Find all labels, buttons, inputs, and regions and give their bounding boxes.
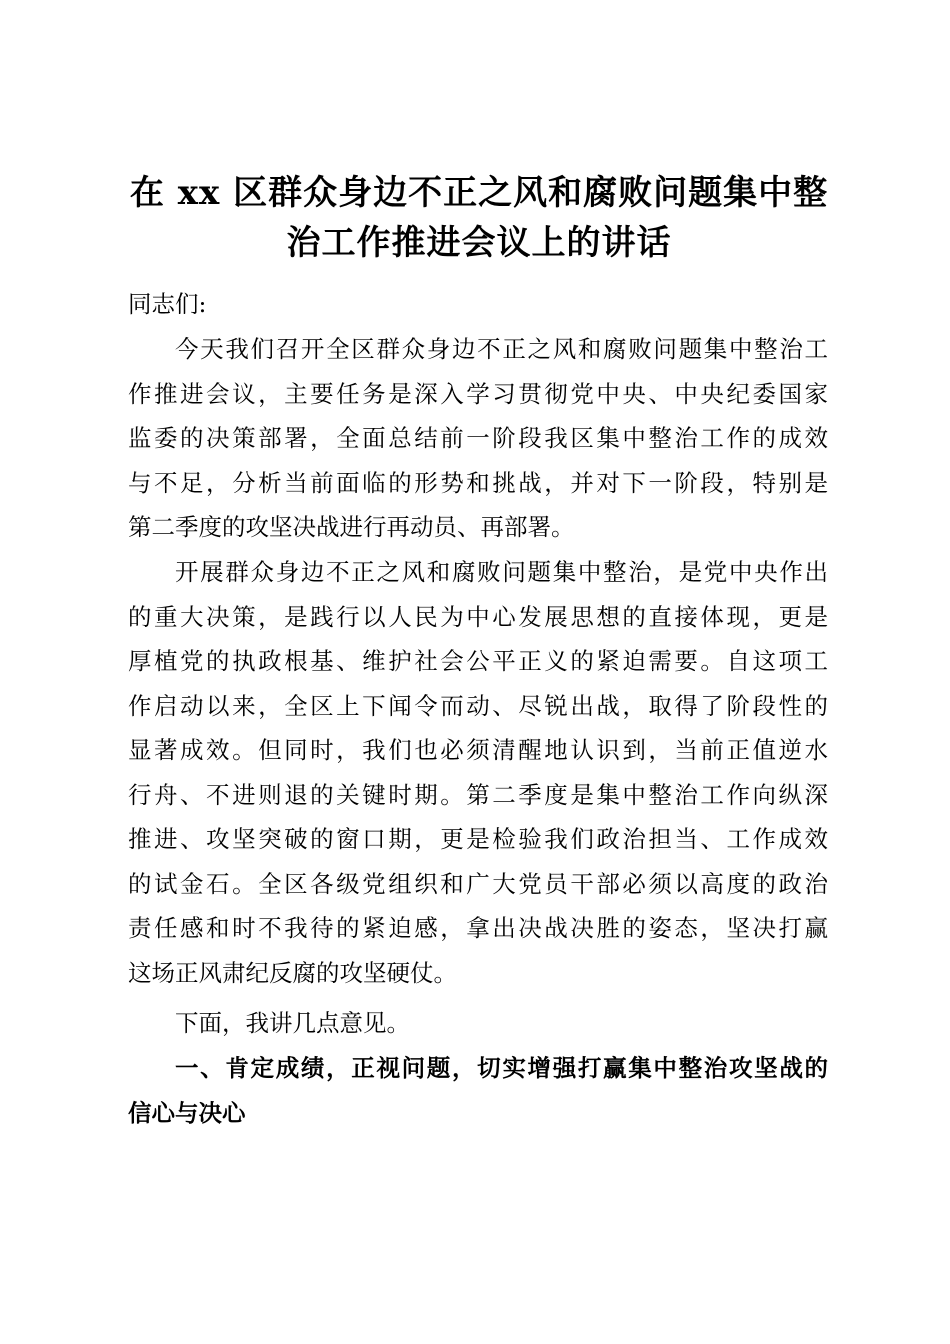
salutation-text: 同志们: xyxy=(128,290,207,318)
section-heading-1-line: 信心与决心 xyxy=(128,1098,246,1127)
paragraph-2-line: 显著成效。但同时，我们也必须清醒地认识到，当前正值逆水 xyxy=(128,736,828,764)
paragraph-1-line: 与不足，分析当前面临的形势和挑战，并对下一阶段，特别是 xyxy=(128,468,828,497)
paragraph-1 xyxy=(128,327,828,550)
paragraph-1-line: 监委的决策部署，全面总结前一阶段我区集中整治工作的成效 xyxy=(128,424,828,452)
paragraph-1-line: 第二季度的攻坚决战进行再动员、再部署。 xyxy=(128,513,575,541)
paragraph-2-line: 责任感和时不我待的紧迫感，拿出决战决胜的姿态，坚决打赢 xyxy=(128,914,828,942)
title-line-2: 治工作推进会议上的讲话 xyxy=(286,223,672,263)
paragraph-2-line: 行舟、不进则退的关键时期。第二季度是集中整治工作向纵深 xyxy=(128,780,828,809)
paragraph-1-line: 今天我们召开全区群众身边不正之风和腐败问题集中整治工 xyxy=(175,335,828,363)
paragraph-2-line: 作启动以来，全区上下闻令而动、尽锐出战，取得了阶段性的 xyxy=(128,691,828,720)
document-title xyxy=(120,168,838,268)
section-heading-1-line: 一、肯定成绩，正视问题，切实增强打赢集中整治攻坚战的 xyxy=(175,1054,828,1082)
paragraph-3 xyxy=(128,1001,828,1046)
title-line-1: 在 xx 区群众身边不正之风和腐败问题集中整 xyxy=(129,173,829,213)
paragraph-2-line: 推进、攻坚突破的窗口期，更是检验我们政治担当、工作成效 xyxy=(128,825,828,853)
salutation xyxy=(128,282,828,327)
paragraph-3-text: 下面，我讲几点意见。 xyxy=(175,1009,410,1037)
paragraph-2-line: 开展群众身边不正之风和腐败问题集中整治，是党中央作出 xyxy=(175,558,828,586)
section-heading-1 xyxy=(128,1046,828,1135)
paragraph-2-line: 这场正风肃纪反腐的攻坚硬仗。 xyxy=(128,958,457,987)
paragraph-2-line: 的试金石。全区各级党组织和广大党员干部必须以高度的政治 xyxy=(128,869,828,898)
paragraph-2-line: 的重大决策，是践行以人民为中心发展思想的直接体现，更是 xyxy=(128,602,828,631)
paragraph-2 xyxy=(128,550,828,995)
paragraph-1-line: 作推进会议，主要任务是深入学习贯彻党中央、中央纪委国家 xyxy=(128,379,828,408)
paragraph-2-line: 厚植党的执政根基、维护社会公平正义的紧迫需要。自这项工 xyxy=(128,647,828,675)
